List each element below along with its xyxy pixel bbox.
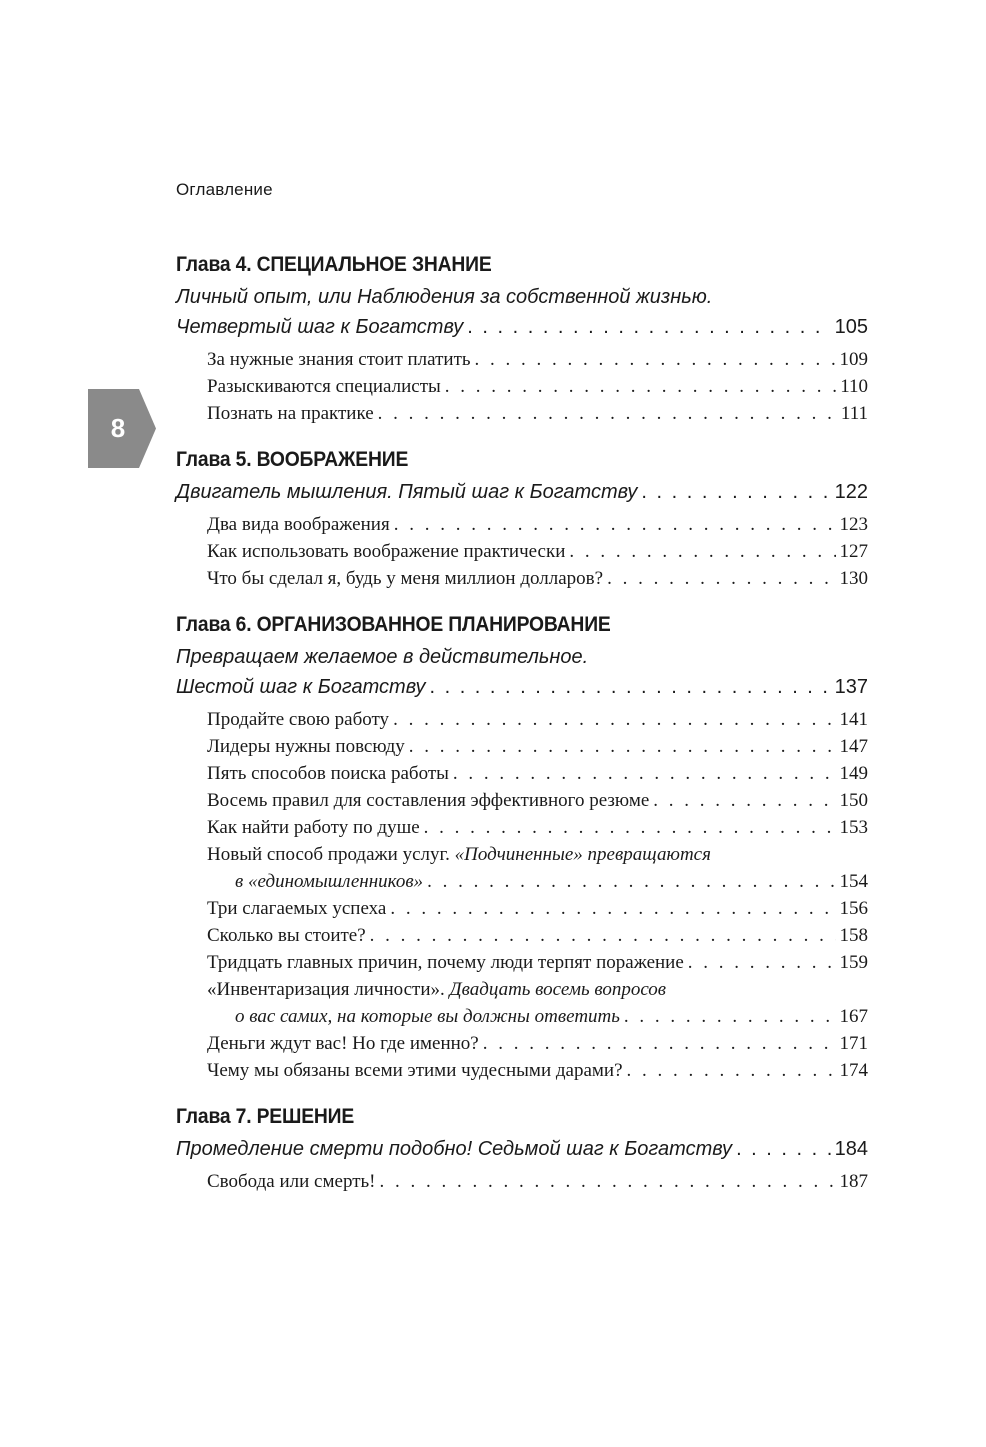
dot-leader bbox=[453, 760, 836, 787]
entry-title: Деньги ждут вас! Но где именно? bbox=[207, 1033, 479, 1054]
page-ref: 187 bbox=[839, 1171, 868, 1192]
toc-entry[interactable] bbox=[176, 787, 868, 814]
page-ref: 150 bbox=[839, 790, 868, 811]
entry-title: Лидеры нужны повсюду bbox=[207, 736, 405, 757]
table-of-contents bbox=[176, 248, 868, 1211]
page-ref: 149 bbox=[839, 763, 868, 784]
page-ref: 159 bbox=[839, 952, 868, 973]
entry-title: Восемь правил для составления эффективного резюме bbox=[207, 790, 650, 811]
entry-title: Сколько вы стоите? bbox=[207, 925, 366, 946]
entry-title-plain: «Инвентаризация личности». bbox=[207, 979, 450, 1000]
toc-entry[interactable] bbox=[176, 922, 868, 949]
entry-title-italic: Двадцать восемь вопросов bbox=[449, 979, 667, 1000]
dot-leader bbox=[427, 868, 835, 895]
toc-entry-multiline[interactable] bbox=[176, 841, 868, 895]
dot-leader bbox=[380, 1168, 836, 1195]
chapter-title[interactable]: Глава 6. ОРГАНИЗОВАННОЕ ПЛАНИРОВАНИЕ bbox=[176, 613, 611, 636]
toc-entry[interactable] bbox=[176, 949, 868, 976]
entry-title: Чему мы обязаны всеми этими чудесными дарами? bbox=[207, 1060, 623, 1081]
dot-leader bbox=[653, 787, 835, 814]
toc-entry[interactable] bbox=[176, 760, 868, 787]
entry-title-line1 bbox=[207, 976, 868, 1003]
dot-leader bbox=[390, 895, 835, 922]
chapter-subtitle-line1: Превращаем желаемое в действительное. bbox=[176, 646, 589, 668]
dot-leader bbox=[736, 1134, 831, 1164]
toc-entry[interactable] bbox=[176, 346, 868, 373]
chapter-subtitle-line1: Личный опыт, или Наблюдения за собственной жизнью. bbox=[176, 286, 713, 308]
toc-entry-multiline[interactable] bbox=[176, 976, 868, 1030]
page-ref: 154 bbox=[839, 871, 868, 892]
page-ref: 105 bbox=[834, 316, 868, 338]
page-ref: 110 bbox=[840, 376, 868, 397]
page-number-tab bbox=[88, 389, 156, 468]
page-ref: 158 bbox=[839, 925, 868, 946]
page-ref: 127 bbox=[839, 541, 868, 562]
dot-leader bbox=[370, 922, 836, 949]
chapter-title[interactable]: Глава 7. РЕШЕНИЕ bbox=[176, 1105, 355, 1128]
page-ref: 171 bbox=[839, 1033, 868, 1054]
entry-title: Пять способов поиска работы bbox=[207, 763, 449, 784]
toc-entry[interactable] bbox=[176, 706, 868, 733]
chapter-subtitle-entry[interactable] bbox=[176, 1134, 868, 1164]
entry-title: Что бы сделал я, будь у меня миллион долларов? bbox=[207, 568, 604, 589]
dot-leader bbox=[409, 733, 836, 760]
dot-leader bbox=[688, 949, 836, 976]
entry-title-italic: «Подчиненные» превращаются bbox=[454, 844, 711, 865]
dot-leader bbox=[607, 565, 835, 592]
entry-title: Как использовать воображение практически bbox=[207, 541, 566, 562]
entry-title: Свобода или смерть! bbox=[207, 1171, 376, 1192]
page-ref: 109 bbox=[839, 349, 868, 370]
chapter-subtitle-entry[interactable] bbox=[176, 672, 868, 702]
dot-leader bbox=[483, 1030, 836, 1057]
chapter-6 bbox=[176, 608, 868, 1084]
entry-title-line2 bbox=[207, 868, 868, 895]
page-ref: 184 bbox=[834, 1138, 868, 1160]
dot-leader bbox=[627, 1057, 836, 1084]
dot-leader bbox=[641, 477, 830, 507]
entry-title: Два вида воображения bbox=[207, 514, 390, 535]
page-ref: 123 bbox=[839, 514, 868, 535]
entry-title: Три слагаемых успеха bbox=[207, 898, 387, 919]
toc-entry[interactable] bbox=[176, 895, 868, 922]
chapter-subtitle-line2: Четвертый шаг к Богатству bbox=[176, 316, 464, 338]
page-ref: 130 bbox=[839, 568, 868, 589]
page-ref: 153 bbox=[839, 817, 868, 838]
entry-title: Как найти работу по душе bbox=[207, 817, 420, 838]
entry-title: Познать на практике bbox=[207, 403, 374, 424]
toc-entry[interactable] bbox=[176, 511, 868, 538]
page-ref: 122 bbox=[834, 481, 868, 503]
chapter-subtitle: Двигатель мышления. Пятый шаг к Богатству bbox=[176, 481, 638, 503]
dot-leader bbox=[467, 312, 830, 342]
chapter-subtitle-entry[interactable] bbox=[176, 477, 868, 507]
dot-leader bbox=[475, 346, 836, 373]
toc-entry[interactable] bbox=[176, 814, 868, 841]
chapter-title[interactable]: Глава 5. ВООБРАЖЕНИЕ bbox=[176, 448, 409, 471]
entry-title-plain: Новый способ продажи услуг. bbox=[207, 844, 455, 865]
page-ref: 141 bbox=[839, 709, 868, 730]
dot-leader bbox=[445, 373, 836, 400]
page-ref: 156 bbox=[839, 898, 868, 919]
page-ref: 147 bbox=[839, 736, 868, 757]
page-number: 8 bbox=[110, 413, 126, 443]
chapter-5 bbox=[176, 443, 868, 592]
entry-title: Разыскиваются специалисты bbox=[207, 376, 441, 397]
chapter-subtitle-line2: Шестой шаг к Богатству bbox=[176, 676, 426, 698]
entry-title-line2 bbox=[207, 1003, 868, 1030]
toc-entry[interactable] bbox=[176, 1168, 868, 1195]
chapter-subtitle-entry[interactable] bbox=[176, 312, 868, 342]
toc-entry[interactable] bbox=[176, 1030, 868, 1057]
entry-title-italic: о вас самих, на которые вы должны ответить bbox=[235, 1006, 620, 1027]
entry-title: Тридцать главных причин, почему люди терпят поражение bbox=[207, 952, 684, 973]
dot-leader bbox=[424, 814, 836, 841]
chapter-title[interactable]: Глава 4. СПЕЦИАЛЬНОЕ ЗНАНИЕ bbox=[176, 253, 492, 276]
running-head: Оглавление bbox=[176, 180, 273, 199]
dot-leader bbox=[624, 1003, 836, 1030]
chapter-subtitle: Промедление смерти подобно! Седьмой шаг к Богатству bbox=[176, 1138, 733, 1160]
toc-entry[interactable] bbox=[176, 565, 868, 592]
toc-entry[interactable] bbox=[176, 1057, 868, 1084]
toc-entry[interactable] bbox=[176, 400, 868, 427]
toc-entry[interactable] bbox=[176, 373, 868, 400]
dot-leader bbox=[393, 706, 835, 733]
dot-leader bbox=[394, 511, 836, 538]
page-ref: 137 bbox=[834, 676, 868, 698]
entry-title-italic: в «единомышленников» bbox=[235, 871, 424, 892]
entry-title: Продайте свою работу bbox=[207, 709, 390, 730]
page-ref: 111 bbox=[840, 403, 868, 424]
toc-entry[interactable] bbox=[176, 733, 868, 760]
page-ref: 167 bbox=[839, 1006, 868, 1027]
page-ref: 174 bbox=[839, 1060, 868, 1081]
entry-title-line1 bbox=[207, 841, 868, 868]
dot-leader bbox=[378, 400, 837, 427]
toc-entry[interactable] bbox=[176, 538, 868, 565]
chapter-4 bbox=[176, 248, 868, 427]
dot-leader bbox=[569, 538, 835, 565]
dot-leader bbox=[429, 672, 830, 702]
chapter-7 bbox=[176, 1100, 868, 1195]
entry-title: За нужные знания стоит платить bbox=[207, 349, 471, 370]
